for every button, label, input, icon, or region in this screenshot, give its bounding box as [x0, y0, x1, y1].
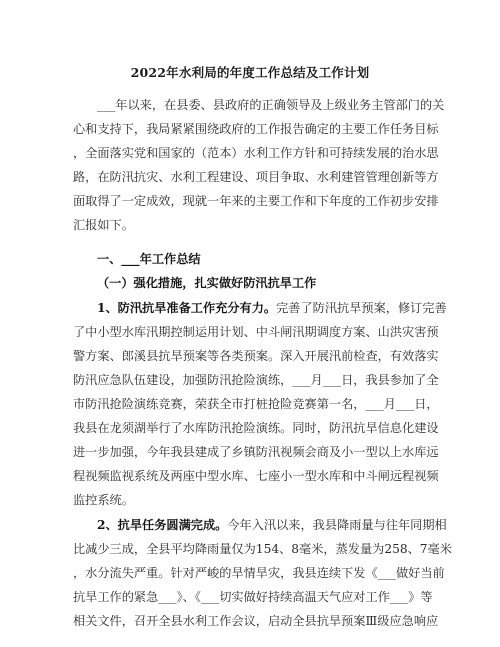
- section-heading: 一、___年工作总结: [97, 252, 201, 266]
- intro-line-1: ___年以来，在县委、县政府的正确领导及上级业务主管部门的关: [97, 98, 445, 112]
- intro-line-3: ，全面落实党和国家的（范本）水利工作方针和可持续发展的治水思: [73, 146, 439, 160]
- item1-line-8: 程视频监视系统及两座中型水库、七座小一型水库和中斗闸远程视频: [73, 469, 439, 483]
- item2-first-line: [97, 517, 447, 533]
- intro-line-4: 路，在防汛抗灾、水利工程建设、项目争取、水利建管管理创新等方: [73, 170, 439, 184]
- item2-first-line-rest: 今年入汛以来，我县降雨量与往年同期相: [227, 518, 447, 532]
- document-title: 2022年水利局的年度工作总结及工作计划: [130, 65, 370, 80]
- intro-line-5: 面取得了一定成效，现就一年来的主要工作和下年度的工作初步安排: [73, 194, 439, 208]
- item2-line-2: 比减少三成，全县平均降雨量仅为154、8毫米，蒸发量为258、7毫米: [73, 542, 452, 556]
- intro-line-6: 汇报如下。: [73, 218, 134, 232]
- item1-lead: 1、防汛抗旱准备工作充分有力。: [97, 301, 277, 315]
- item1-line-2: 了中小型水库汛期控制运用计划、中斗闸汛期调度方案、山洪灾害预: [73, 325, 439, 339]
- item2-line-3: ，水分流失严重。针对严峻的旱情旱灾，我县连续下发《___做好当前: [73, 566, 445, 580]
- item1-line-5: 市防汛抢险演练竞赛，荣获全市打桩抢险竞赛第一名，___月___日，: [73, 397, 439, 411]
- item1-line-4: 防汛应急队伍建设，加强防汛抢险演练，___月___日，我县参加了全: [73, 373, 439, 387]
- item2-line-5: 相关文件，召开全县水利工作会议，启动全县抗旱预案Ⅲ级应急响应: [73, 614, 439, 628]
- subsection-heading: （一）强化措施，扎实做好防汛抗旱工作: [97, 276, 317, 290]
- item1-line-9: 监控系统。: [73, 493, 134, 507]
- item1-line-7: 进一步加强，今年我县建成了乡镇防汛视频会商及小一型以上水库远: [73, 445, 439, 459]
- item1-first-line: [97, 300, 447, 316]
- item2-lead: 2、抗旱任务圆满完成。: [97, 518, 228, 532]
- item1-line-3: 警方案、郎溪县抗旱预案等各类预案。深入开展汛前检查，有效落实: [73, 349, 439, 363]
- item1-line-6: 我县在龙须湖举行了水库防汛抢险演练。同时，防汛抗旱信息化建设: [73, 421, 439, 435]
- item1-first-line-rest: 完善了防汛抗旱预案，修订完善: [276, 301, 447, 315]
- item2-line-4: 抗旱工作的紧急___》、《___切实做好持续高温天气应对工作___》等: [73, 590, 433, 604]
- intro-line-2: 心和支持下，我局紧紧围绕政府的工作报告确定的主要工作任务目标: [73, 122, 439, 136]
